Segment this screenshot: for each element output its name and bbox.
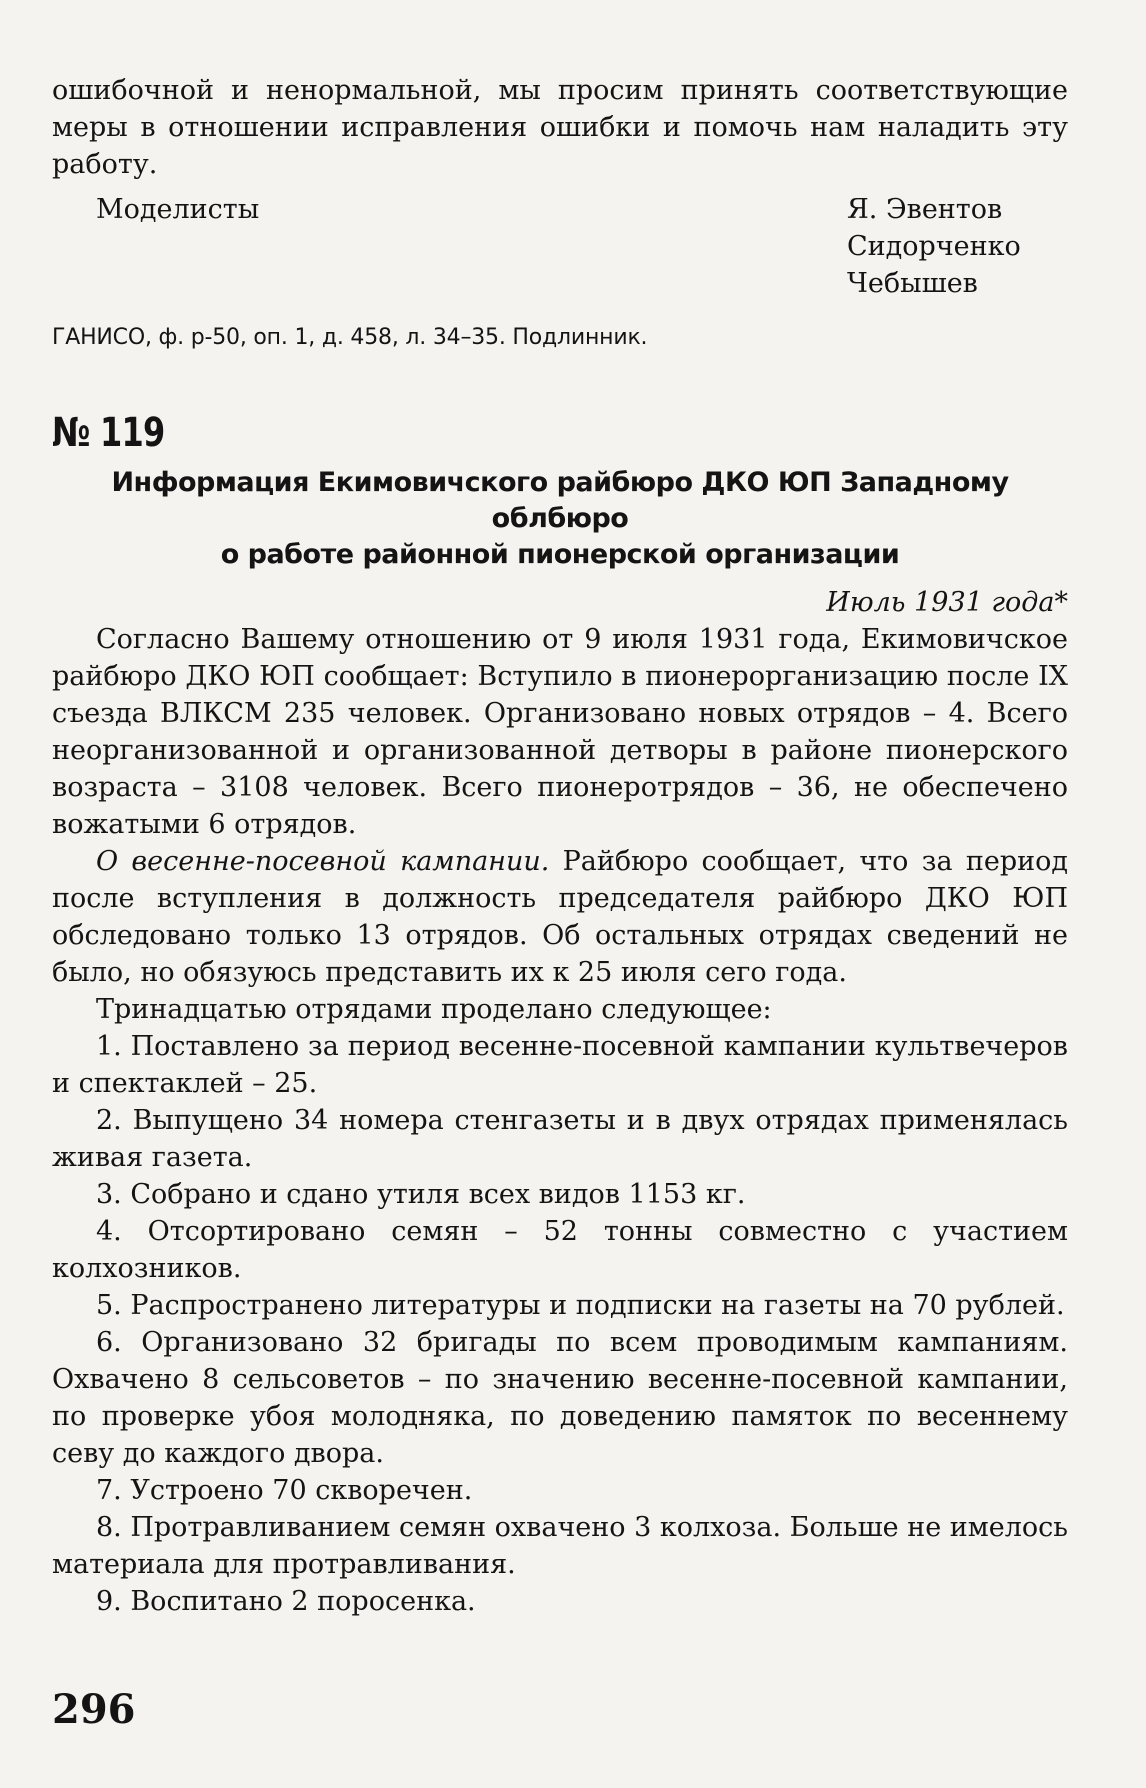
list-item: 2. Выпущено 34 номера стенгазеты и в двух отрядах применялась живая газета.	[52, 1105, 1068, 1173]
signature-names	[847, 191, 1021, 302]
document-title	[52, 465, 1068, 573]
document-date: Июль 1931 года*	[826, 587, 1068, 618]
document-number: № 119	[52, 410, 165, 456]
list-item: 8. Протравливанием семян охвачено 3 колхоза. Больше не имелось материала для протравливания.	[52, 1512, 1068, 1580]
closing-paragraph: ошибочной и ненормальной, мы просим принять соответствующие меры в отношении исправления ошибки и помочь нам наладить эту работу.	[52, 75, 1068, 180]
paragraph-sowing-heading: О весенне-посевной кампании.	[96, 846, 550, 877]
paragraph-sowing-campaign	[52, 843, 1068, 991]
signature-name: Чебышев	[847, 268, 978, 299]
signature-name: Я. Эвентов	[847, 194, 1003, 225]
list-item: 7. Устроено 70 скворечен.	[96, 1475, 473, 1506]
paragraph-sowing-text: Райбюро сообщает, что за период после вступления в должность председателя райбюро ДКО ЮП обследовано только 13 отрядов. Об остальных отрядах сведений не было, но обязуюсь представить их к 25 июля сего года.	[52, 846, 1068, 988]
list-item: 9. Воспитано 2 поросенка.	[96, 1586, 476, 1617]
list-item: 3. Собрано и сдано утиля всех видов 1153 кг.	[96, 1179, 746, 1210]
list-item: 4. Отсортировано семян – 52 тонны совместно с участием колхозников.	[52, 1216, 1068, 1284]
signature-group: Моделисты	[96, 194, 260, 225]
list-item: 5. Распространено литературы и подписки на газеты на 70 рублей.	[96, 1290, 1065, 1321]
signature-name: Сидорченко	[847, 231, 1021, 262]
archive-source-note: ГАНИСО, ф. р-50, оп. 1, д. 458, л. 34–35. Подлинник.	[52, 325, 648, 350]
list-item: 6. Организовано 32 бригады по всем проводимым кампаниям. Охвачено 8 сельсоветов – по значению весенне-посевной кампании, по проверке убоя молодняка, по доведению памяток по весеннему севу до каждого двора.	[52, 1327, 1068, 1469]
page-content	[52, 72, 1068, 1620]
document-title-line: о работе районной пионерской организации	[220, 539, 900, 570]
paragraph-membership: Согласно Вашему отношению от 9 июля 1931 года, Екимовичское райбюро ДКО ЮП сообщает: Вступило в пионерорганизацию после IX съезда ВЛКСМ 235 человек. Организовано новых отрядов – 4. Всего неорганизованной и организованной детворы в районе пионерского возраста – 3108 человек. Всего пионеротрядов – 36, не обеспечено вожатыми 6 отрядов.	[52, 624, 1068, 840]
signature-block	[52, 191, 1068, 303]
paragraph-intro-list: Тринадцатью отрядами проделано следующее:	[96, 994, 772, 1025]
document-title-line: Информация Екимовичского райбюро ДКО ЮП Западному облбюро	[111, 467, 1009, 534]
list-item: 1. Поставлено за период весенне-посевной кампании культвечеров и спектаклей – 25.	[52, 1031, 1068, 1099]
page-number: 296	[52, 1686, 136, 1733]
